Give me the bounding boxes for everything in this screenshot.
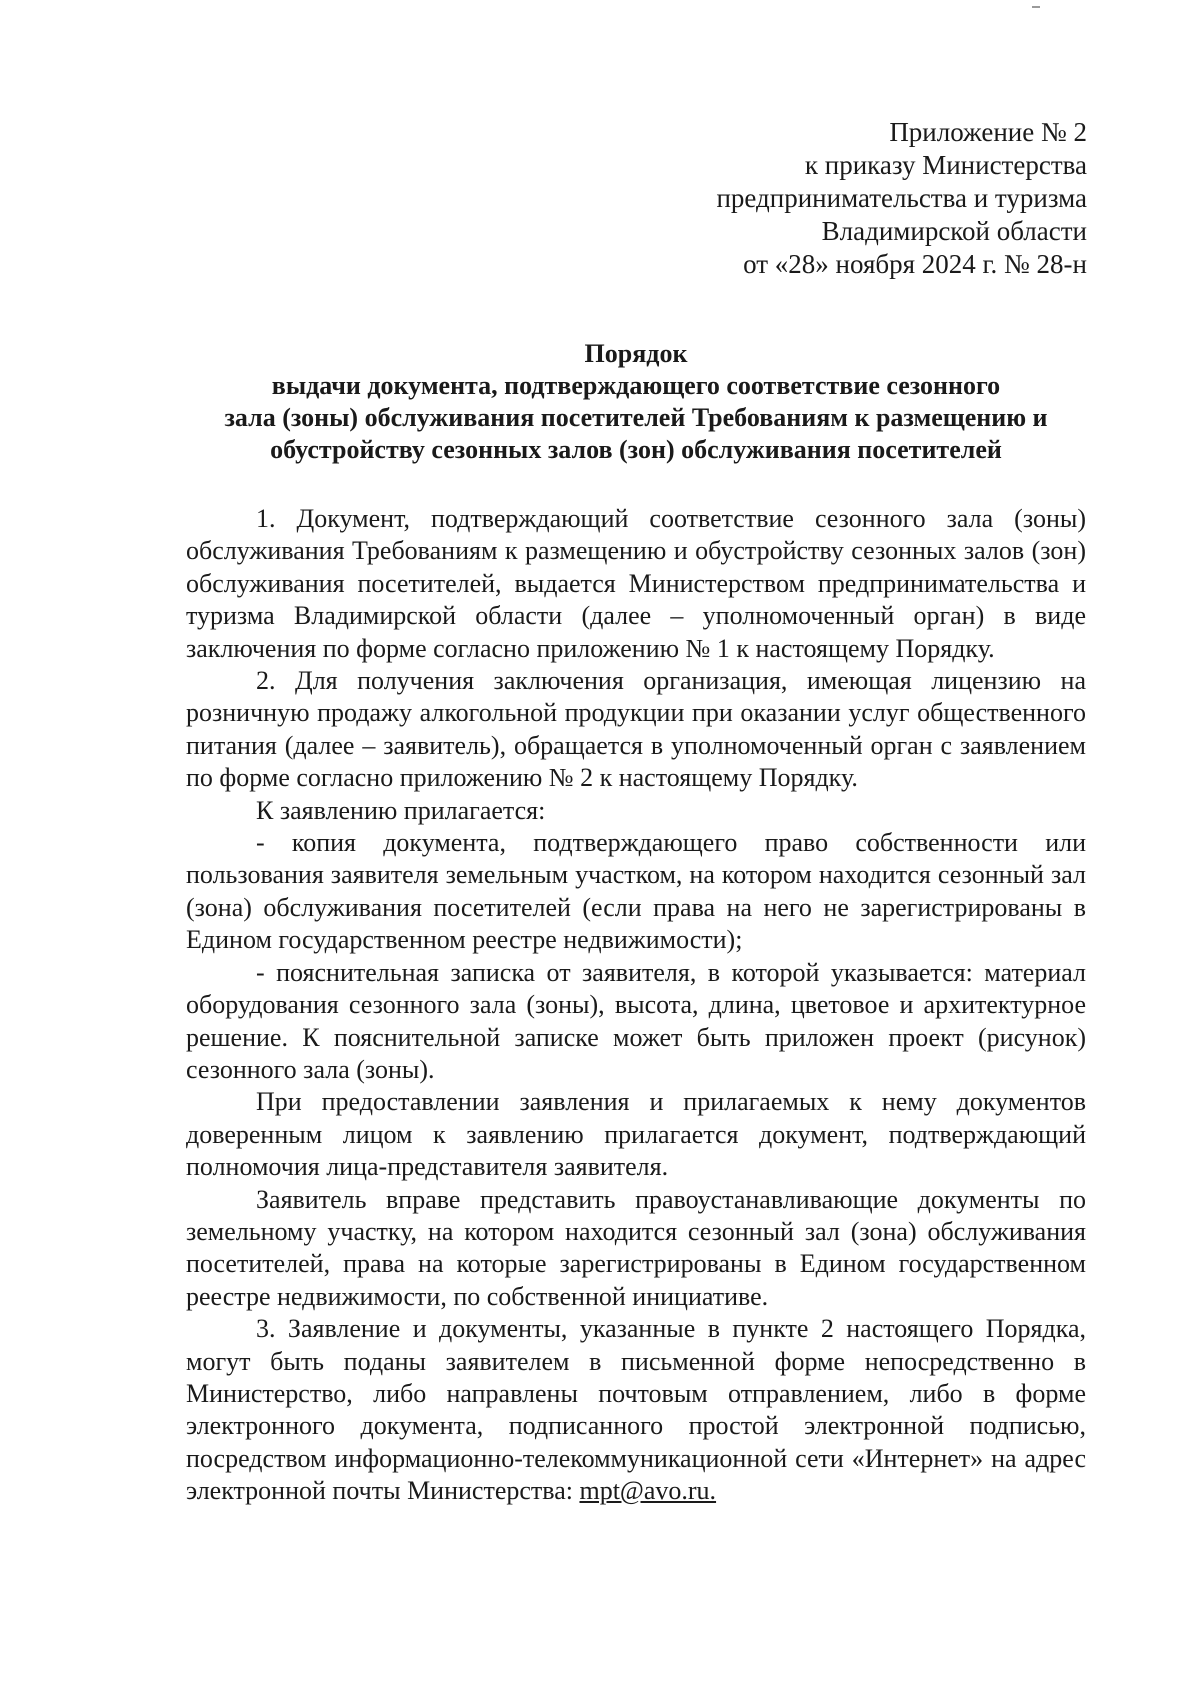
paragraph-right-to-submit: Заявитель вправе представить правоустанавливающие документы по земельному участку, на котором находится сезонный зал (зона) обслуживания посетителей, права на которые зарегистрированы в Едином государственном реестре недвижимости, по собственной инициативе.: [186, 1184, 1086, 1311]
title-heading: Порядок: [584, 339, 688, 368]
appendix-number: Приложение № 2: [889, 117, 1087, 147]
paragraph-3: [186, 1313, 1086, 1507]
paragraph-1: 1. Документ, подтверждающий соответствие сезонного зала (зоны) обслуживания Требованиям к размещению и обустройству сезонных залов (зон) обслуживания посетителей, выдается Министерством предпринимательства и туризма Владимирской области (далее – уполномоченный орган) в виде заключения по форме согласно приложению № 1 к настоящему Порядку.: [186, 504, 1086, 663]
appendix-date: от «28» ноября 2024 г. № 28-н: [743, 249, 1087, 279]
title-line-3: обустройству сезонных залов (зон) обслуживания посетителей: [270, 435, 1002, 464]
paragraph-attachment-copy: - копия документа, подтверждающего право собственности или пользования заявителя земельным участком, на котором находится сезонный зал (зона) обслуживания посетителей (если права на него не зарегистрированы в Едином государственном реестре недвижимости);: [186, 828, 1086, 955]
document-title: [186, 338, 1086, 466]
paragraph-attachment-note: - пояснительная записка от заявителя, в которой указывается: материал оборудования сезонного зала (зоны), высота, длина, цветовое и архитектурное решение. К пояснительной записке может быть приложен проект (рисунок) сезонного зала (зоны).: [186, 957, 1086, 1084]
email-link[interactable]: mpt@avo.ru.: [579, 1476, 717, 1506]
appendix-ministry: предпринимательства и туризма: [716, 183, 1087, 213]
paragraph-attachments-intro: К заявлению прилагается:: [256, 795, 546, 825]
appendix-region: Владимирской области: [821, 216, 1087, 246]
appendix-header: [716, 116, 1087, 281]
title-line-1: выдачи документа, подтверждающего соответствие сезонного: [271, 371, 1001, 400]
document-body: [186, 503, 1086, 1508]
paragraph-2: 2. Для получения заключения организация, имеющая лицензию на розничную продажу алкогольной продукции при оказании услуг общественного питания (далее – заявитель), обращается в уполномоченный орган с заявлением по форме согласно приложению № 2 к настоящему Порядку.: [186, 666, 1086, 793]
title-line-2: зала (зоны) обслуживания посетителей Требованиям к размещению и: [224, 403, 1048, 432]
paragraph-proxy: При предоставлении заявления и прилагаемых к нему документов доверенным лицом к заявлению прилагается документ, подтверждающий полномочия лица-представителя заявителя.: [186, 1087, 1086, 1182]
scan-mark: [1032, 6, 1040, 8]
appendix-order-ref: к приказу Министерства: [804, 150, 1087, 180]
paragraph-3-text: 3. Заявление и документы, указанные в пункте 2 настоящего Порядка, могут быть поданы заявителем в письменной форме непосредственно в Министерство, либо направлены почтовым отправлением, либо в форме электронного документа, подписанного простой электронной подписью, посредством информационно-телекоммуникационной сети «Интернет» на адрес электронной почты Министерства:: [186, 1314, 1086, 1506]
